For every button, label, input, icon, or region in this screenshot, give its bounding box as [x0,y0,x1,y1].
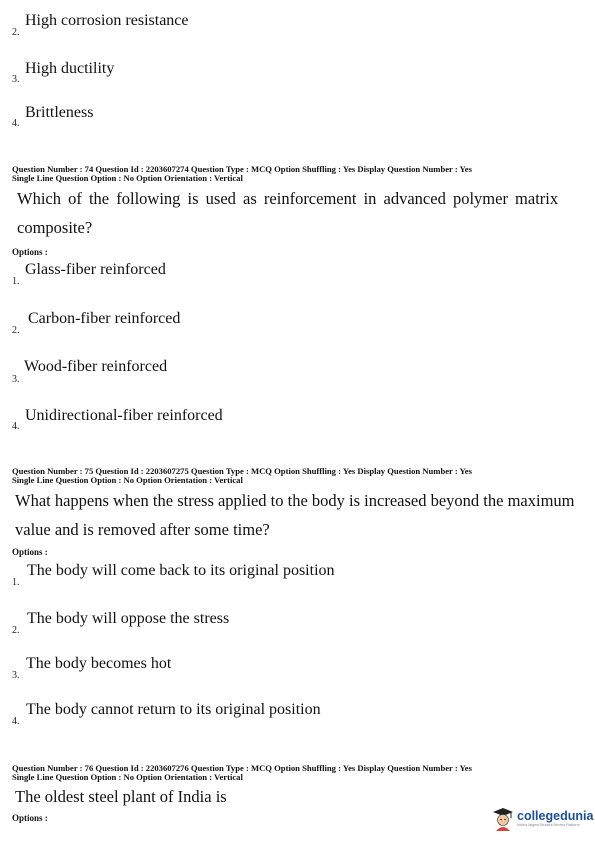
option-number: 3. [12,374,20,385]
option-text: High ductility [25,60,115,77]
option-text: Wood-fiber reinforced [24,358,168,375]
option-text: Unidirectional-fiber reinforced [25,407,223,424]
option-number: 4. [12,716,20,727]
graduate-mascot-icon [492,807,514,831]
question-meta [12,764,472,782]
option-number: 2. [12,625,20,636]
brand-tagline: India's largest Student Review Platform [517,823,580,827]
option-text: The body cannot return to its original position [26,701,321,718]
question-meta-line: Question Number : 75 Question Id : 2203607275 Question Type : MCQ Option Shuffling : Yes Display Question Number : Yes [12,466,472,476]
option-text: High corrosion resistance [25,12,189,29]
option-text: Carbon-fiber reinforced [28,310,181,327]
question-meta-line: Single Line Question Option : No Option Orientation : Vertical [12,173,243,183]
option-text: Brittleness [25,104,94,121]
question-text: Which of the following is used as reinforcement in advanced polymer matrix [17,189,559,208]
option-number: 4. [12,118,20,129]
options-label: Options : [12,247,48,257]
option-number: 3. [12,74,20,85]
question-meta-line: Question Number : 76 Question Id : 2203607276 Question Type : MCQ Option Shuffling : Yes Display Question Number : Yes [12,763,472,773]
option-number: 1. [12,577,20,588]
question-meta [12,165,472,183]
option-number: 1. [12,276,20,287]
option-text: The body will come back to its original position [27,562,335,579]
question-meta-line: Question Number : 74 Question Id : 2203607274 Question Type : MCQ Option Shuffling : Yes Display Question Number : Yes [12,164,472,174]
options-label: Options : [12,547,48,557]
question-meta-line: Single Line Question Option : No Option Orientation : Vertical [12,475,243,485]
question-text: What happens when the stress applied to the body is increased beyond the maximum [15,491,575,510]
option-number: 3. [12,670,20,681]
question-text: value and is removed after some time? [15,520,270,539]
question-meta-line: Single Line Question Option : No Option Orientation : Vertical [12,772,243,782]
brand-name: collegedunia [517,809,594,823]
option-number: 2. [12,325,20,336]
option-number: 2. [12,27,20,38]
options-label: Options : [12,813,48,823]
option-number: 4. [12,421,20,432]
option-text: The body becomes hot [26,655,172,672]
option-text: Glass-fiber reinforced [25,261,166,278]
option-text: The body will oppose the stress [27,610,230,627]
question-text: The oldest steel plant of India is [15,787,227,806]
question-text: composite? [17,218,93,237]
collegedunia-logo [492,806,592,832]
question-meta [12,467,472,485]
